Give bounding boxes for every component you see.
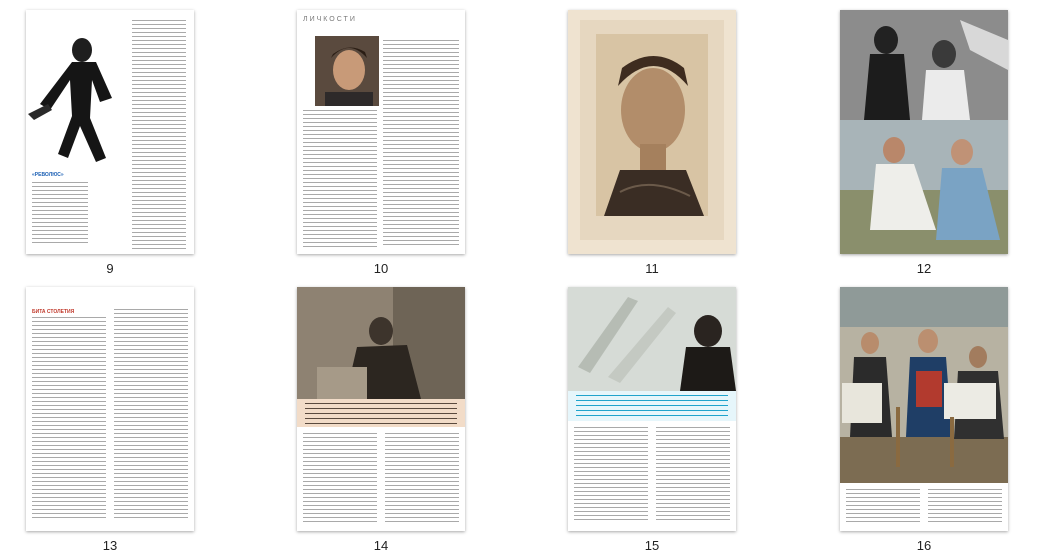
page-number-16: 16 xyxy=(916,538,932,553)
seated-man-photo xyxy=(297,287,465,399)
page-thumbnail-14[interactable] xyxy=(297,287,465,531)
page-number-12: 12 xyxy=(916,261,932,276)
page-heading: БИТА СТОЛЕТИЯ xyxy=(32,309,75,315)
page-number-11: 11 xyxy=(645,261,659,276)
page-thumbnail-15[interactable] xyxy=(568,287,736,531)
airport-bw-photo xyxy=(840,10,1008,120)
page-thumbnail-9[interactable]: «РЕВОЛЮС» xyxy=(26,10,194,254)
page-heading: ЛИЧКОСТИ xyxy=(303,16,357,23)
page-thumbnail-12[interactable] xyxy=(840,10,1008,254)
page-number-15: 15 xyxy=(644,538,660,553)
page-thumbnail-10[interactable] xyxy=(297,10,465,254)
page-number-9: 9 xyxy=(106,261,114,276)
dancer-photo xyxy=(26,18,126,168)
page-thumbnail-13[interactable] xyxy=(26,287,194,531)
portrait-sepia-photo xyxy=(580,20,724,240)
picnic-color-photo xyxy=(840,120,1008,254)
portrait-photo xyxy=(315,36,379,106)
page-number-10: 10 xyxy=(373,261,389,276)
page-thumbnail-16[interactable] xyxy=(840,287,1008,531)
page-thumbnail-11[interactable] xyxy=(568,10,736,254)
mirror-photo xyxy=(568,287,736,391)
page-number-13: 13 xyxy=(102,538,118,553)
page-number-14: 14 xyxy=(373,538,389,553)
newspaper-readers-photo xyxy=(840,287,1008,483)
